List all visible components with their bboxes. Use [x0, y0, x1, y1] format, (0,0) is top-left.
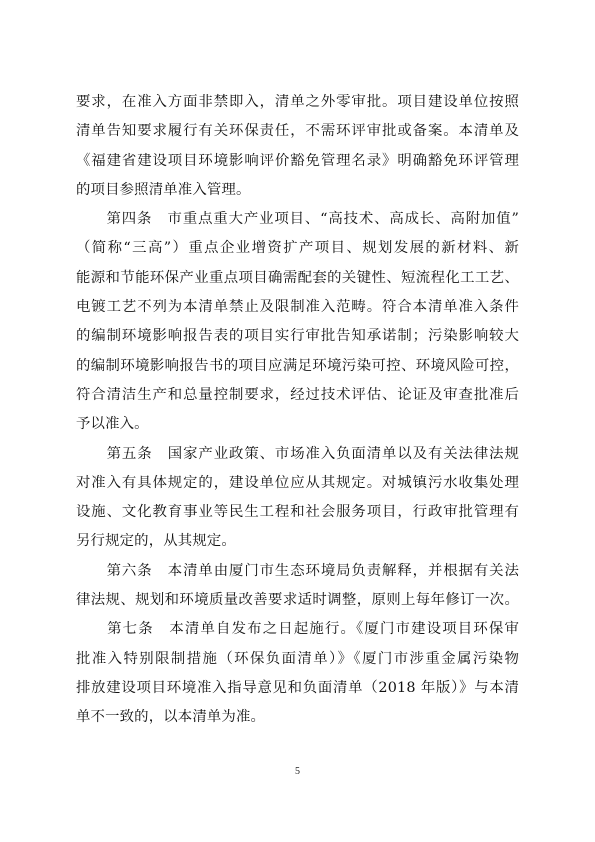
text-line: 要求，在准入方面非禁即入，清单之外零审批。项目建设单位按照	[76, 94, 519, 110]
text-line: 符合清洁生产和总量控制要求，经过技术评估、论证及审查批准后	[76, 386, 519, 403]
text-line: 排放建设项目环境准入指导意见和负面清单（2018 年版）》与本清	[76, 679, 519, 696]
article-4-heading-line: 第四条 市重点重大产业项目、“高技术、高成长、高附加值”	[76, 211, 519, 228]
text-line: 对准入有具体规定的，建设单位应从其规定。对城镇污水收集处理	[76, 474, 519, 491]
text-line: 的编制环境影响报告表的项目实行审批告知承诺制；污染影响较大	[76, 328, 519, 345]
text-line: 电镀工艺不列为本清单禁止及限制准入范畴。符合本清单准入条件	[76, 299, 519, 316]
article-7-heading-line: 第七条 本清单自发布之日起施行。《厦门市建设项目环保审	[76, 621, 519, 638]
text-line: 律法规、规划和环境质量改善要求适时调整，原则上每年修订一次。	[76, 592, 519, 609]
text-line: 单不一致的，以本清单为准。	[76, 709, 266, 726]
text-line: 另行规定的，从其规定。	[76, 533, 236, 550]
text-line: 设施、文化教育事业等民生工程和社会服务项目，行政审批管理有	[76, 504, 519, 521]
text-line: 批准入特别限制措施（环保负面清单）》《厦门市涉重金属污染物	[76, 650, 519, 667]
article-6-heading-line: 第六条 本清单由厦门市生态环境局负责解释，并根据有关法	[76, 562, 519, 579]
text-line: 清单告知要求履行有关环保责任，不需环评审批或备案。本清单及	[76, 123, 519, 140]
body-text	[76, 88, 519, 733]
text-line: 的编制环境影响报告书的项目应满足环境污染可控、环境风险可控，	[76, 357, 519, 374]
text-line: 予以准入。	[76, 416, 149, 433]
article-5-heading-line: 第五条 国家产业政策、市场准入负面清单以及有关法律法规	[76, 445, 519, 462]
page-number: 5	[295, 766, 300, 777]
text-line: 《福建省建设项目环境影响评价豁免管理名录》明确豁免环评管理	[76, 152, 519, 169]
text-line: （简称“三高”）重点企业增资扩产项目、规划发展的新材料、新	[76, 240, 519, 257]
text-line: 的项目参照清单准入管理。	[76, 181, 251, 198]
text-line: 能源和节能环保产业重点项目确需配套的关键性、短流程化工工艺、	[76, 269, 519, 286]
